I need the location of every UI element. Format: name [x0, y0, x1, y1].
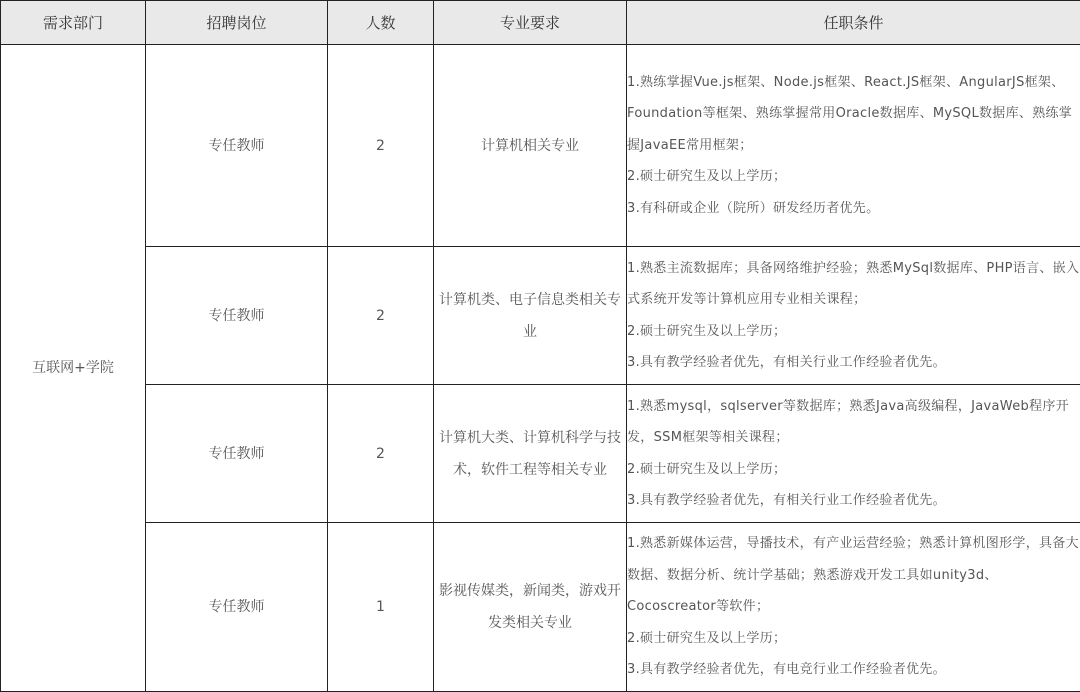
position-cell: 专任教师 [146, 45, 328, 247]
count-cell: 2 [328, 45, 434, 247]
requirement-line: 2.硕士研究生及以上学历； [627, 623, 1080, 655]
requirement-line: 1.熟悉主流数据库；具备网络维护经验；熟悉MySql数据库、PHP语言、嵌入式系统开发等计算机应用专业相关课程； [627, 253, 1080, 316]
major-cell: 计算机类、电子信息类相关专业 [434, 247, 627, 385]
count-cell: 1 [328, 523, 434, 692]
requirements-cell [627, 385, 1080, 523]
major-cell: 计算机大类、计算机科学与技术，软件工程等相关专业 [434, 385, 627, 523]
department-cell: 互联网+学院 [1, 45, 146, 692]
header-department: 需求部门 [1, 1, 146, 45]
table-row [1, 523, 1080, 692]
header-major: 专业要求 [434, 1, 627, 45]
header-requirements: 任职条件 [627, 1, 1080, 45]
requirement-line: 3.具有教学经验者优先，有相关行业工作经验者优先。 [627, 347, 1080, 379]
requirement-line: 2.硕士研究生及以上学历； [627, 454, 1080, 486]
table-row [1, 385, 1080, 523]
requirement-line: 3.具有教学经验者优先，有电竞行业工作经验者优先。 [627, 654, 1080, 686]
requirement-line: 1.熟悉新媒体运营，导播技术，有产业运营经验；熟悉计算机图形学，具备大数据、数据分析、统计学基础；熟悉游戏开发工具如unity3d、Cocoscreator等软件； [627, 528, 1080, 623]
header-count: 人数 [328, 1, 434, 45]
requirements-cell [627, 247, 1080, 385]
count-cell: 2 [328, 385, 434, 523]
table-header-row [1, 1, 1080, 45]
requirement-line: 1.熟悉mysql，sqlserver等数据库；熟悉Java高级编程，JavaWeb程序开发，SSM框架等相关课程； [627, 391, 1080, 454]
count-cell: 2 [328, 247, 434, 385]
requirement-line: 3.有科研或企业（院所）研发经历者优先。 [627, 193, 1080, 225]
position-cell: 专任教师 [146, 385, 328, 523]
major-cell: 影视传媒类，新闻类，游戏开发类相关专业 [434, 523, 627, 692]
table-row [1, 45, 1080, 247]
requirement-line: 2.硕士研究生及以上学历； [627, 161, 1080, 193]
requirement-line: 3.具有教学经验者优先，有相关行业工作经验者优先。 [627, 485, 1080, 517]
table-row [1, 247, 1080, 385]
requirement-line: 1.熟练掌握Vue.js框架、Node.js框架、React.JS框架、AngularJS框架、Foundation等框架、熟练掌握常用Oracle数据库、MySQL数据库、熟练掌握JavaEE常用框架； [627, 67, 1080, 162]
position-cell: 专任教师 [146, 523, 328, 692]
header-position: 招聘岗位 [146, 1, 328, 45]
position-cell: 专任教师 [146, 247, 328, 385]
major-cell: 计算机相关专业 [434, 45, 627, 247]
requirements-cell [627, 45, 1080, 247]
requirements-cell [627, 523, 1080, 692]
requirement-line: 2.硕士研究生及以上学历； [627, 316, 1080, 348]
